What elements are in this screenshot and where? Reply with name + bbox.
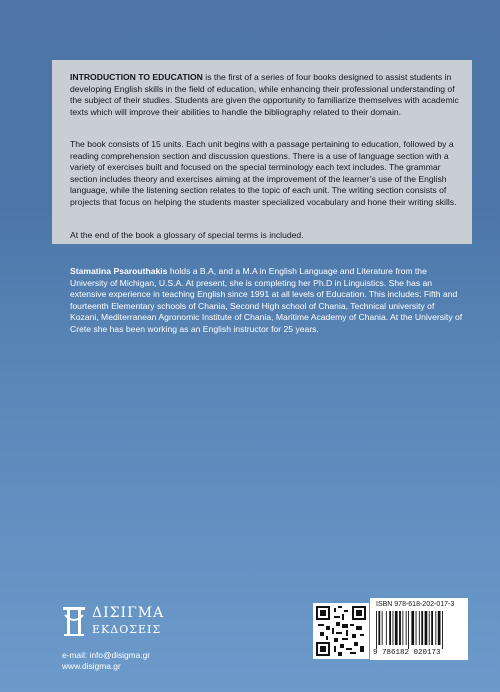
intro-text: is the first of a series of four books designed to assist students in developing English skills in the field of education, while enhancing their professional understanding of the subject of their studies. Students are given the opportunity to familiarize themselves with academic texts which will improve their abilities to handle the bibliography related to their domain. (70, 72, 459, 117)
units-paragraph: The book consists of 15 units. Each unit begins with a passage pertaining to education, followed by a reading comprehension section and discussion questions. There is a use of language section with a variety of exercises built and focused on the special terminology each text includes. The grammar section includes theory and exercises aiming at the improvement of the learner’s use of the English language, while the listening section relates to the topic of each unit. The writing section consists of projects that focus on helping the students master specialized vocabulary and hone their writing skills. (70, 139, 457, 207)
qr-code-icon (313, 603, 369, 659)
author-name: Stamatina Psarouthakis (70, 266, 168, 276)
author-bio-text: holds a B.A, and a M.A in English Language and Literature from the University of Michigan, U.S.A. At present, she is completing her Ph.D in Linguistics. She has an extensive experience in teaching English since 1991 at all levels of Education. This includes: Fifth and fourteenth Elementary schools of Chania, Second High school of Chania, Technical university of Kozani, Mediterranean Agronomic Institute of Chania, Maritime Academy of Chania. At the University of Crete she has been working as an English instructor for 25 years. (70, 266, 463, 334)
publisher-logo (62, 603, 165, 643)
isbn-label: ISBN 978-618-202-017-3 (376, 601, 455, 608)
publisher-mark-icon (62, 603, 86, 639)
intro-paragraph (70, 72, 465, 118)
book-title: INTRODUCTION TO EDUCATION (70, 72, 203, 82)
isbn-barcode (370, 598, 468, 660)
barcode-icon (376, 611, 462, 649)
publisher-contact (62, 650, 150, 672)
barcode-digits: 9 786182 020173 (373, 649, 441, 657)
author-bio (70, 266, 465, 336)
publisher-email: e-mail: info@disigma.gr (62, 650, 151, 660)
publisher-subtitle: ΕΚΔΟΣΕΙΣ (92, 623, 162, 636)
glossary-paragraph: At the end of the book a glossary of special terms is included. (70, 230, 304, 240)
publisher-website: www.disigma.gr (62, 661, 121, 671)
publisher-name: ΔΙΣΙΓΜΑ (92, 605, 165, 621)
